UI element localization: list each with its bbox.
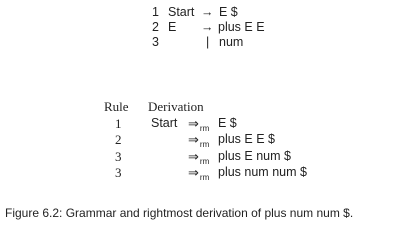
grammar-lhs: E bbox=[168, 20, 177, 34]
derivation-step bbox=[188, 165, 210, 181]
derivation-rule-number: 3 bbox=[115, 149, 122, 164]
derivation-step bbox=[188, 132, 210, 148]
rightmost-subscript: rm bbox=[199, 140, 210, 149]
rightmost-subscript: rm bbox=[199, 124, 210, 133]
derivation-form: E $ bbox=[218, 116, 237, 130]
column-header-derivation: Derivation bbox=[148, 99, 204, 114]
grammar-alternative-bar: | bbox=[206, 35, 210, 49]
derives-arrow-icon: ⇒ bbox=[188, 116, 199, 131]
derivation-start-symbol: Start bbox=[151, 116, 178, 130]
column-header-rule: Rule bbox=[104, 99, 129, 114]
grammar-rhs: plus E E bbox=[218, 20, 265, 34]
grammar-rhs: E $ bbox=[219, 5, 238, 19]
derivation-step bbox=[188, 149, 210, 165]
derivation-rule-number: 2 bbox=[115, 132, 122, 147]
derives-arrow-icon: ⇒ bbox=[188, 132, 199, 147]
derivation-rule-number: 3 bbox=[115, 165, 122, 180]
grammar-rule-number: 2 bbox=[152, 20, 159, 34]
rightmost-subscript: rm bbox=[199, 157, 210, 166]
rightmost-subscript: rm bbox=[199, 173, 210, 182]
grammar-arrow: → bbox=[201, 20, 214, 34]
grammar-rule-number: 3 bbox=[152, 35, 159, 49]
derivation-form: plus E num $ bbox=[218, 149, 291, 163]
derivation-step bbox=[188, 116, 210, 132]
derivation-rule-number: 1 bbox=[115, 116, 122, 131]
derives-arrow-icon: ⇒ bbox=[188, 149, 199, 164]
grammar-rule-number: 1 bbox=[152, 5, 159, 19]
grammar-arrow: → bbox=[201, 5, 214, 19]
derivation-form: plus num num $ bbox=[218, 165, 307, 179]
grammar-lhs: Start bbox=[168, 5, 195, 19]
grammar-rhs: num bbox=[219, 35, 244, 49]
derives-arrow-icon: ⇒ bbox=[188, 165, 199, 180]
derivation-form: plus E E $ bbox=[218, 132, 275, 146]
figure-caption: Figure 6.2: Grammar and rightmost derivation of plus num num $. bbox=[5, 206, 354, 220]
